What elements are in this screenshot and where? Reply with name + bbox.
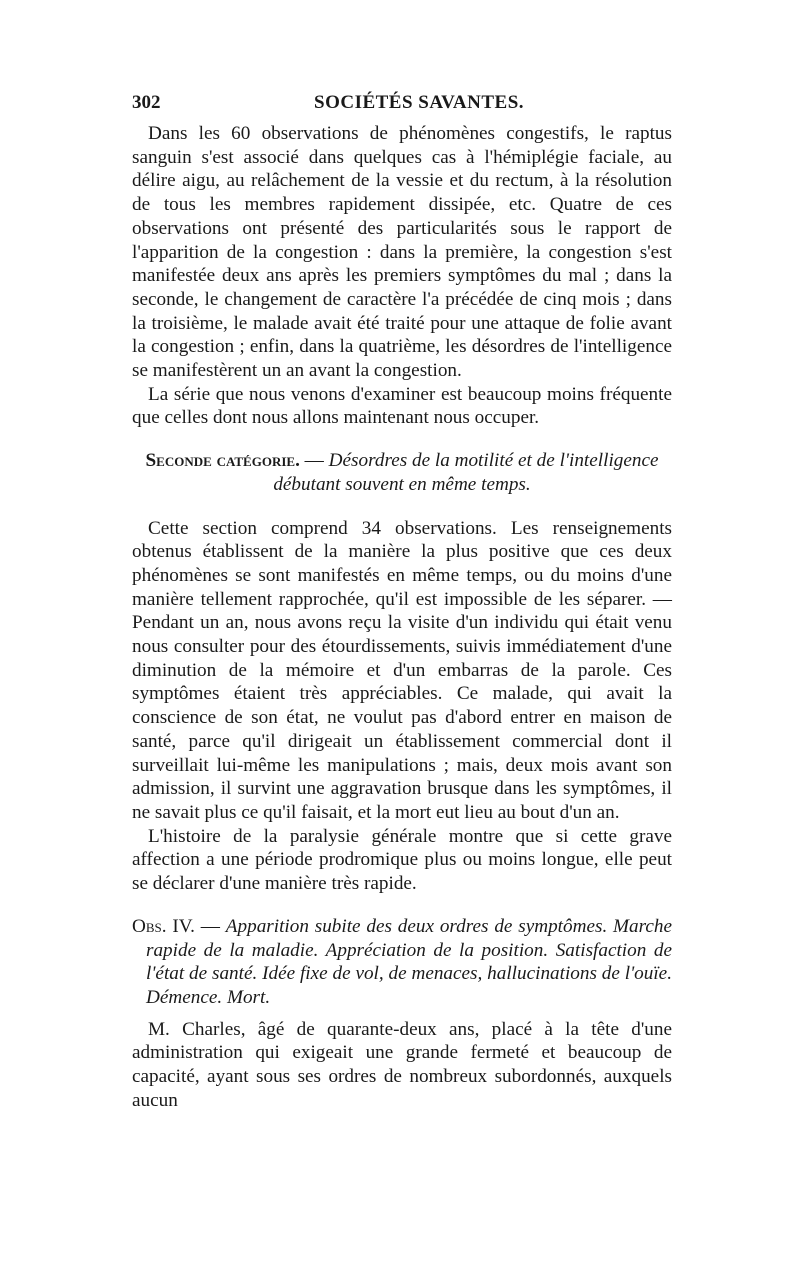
running-title: SOCIÉTÉS SAVANTES.	[314, 92, 525, 113]
page-header	[132, 92, 672, 122]
observation-dash: —	[194, 915, 226, 937]
paragraph-paralysis-history: L'histoire de la paralysie générale montre que si cette grave affection a une période prodromique plus ou moins longue, elle peut se déclarer d'une manière très rapide.	[132, 825, 672, 895]
page-number: 302	[132, 92, 161, 113]
section-heading	[132, 449, 672, 496]
section-dash: —	[299, 450, 329, 472]
paragraph-series-frequency: La série que nous venons d'examiner est beaucoup moins fréquente que celles dont nous allons maintenant nous occuper.	[132, 383, 672, 429]
document-page	[132, 92, 672, 1112]
paragraph-congestive-observations: Dans les 60 observations de phénomènes congestifs, le raptus sanguin s'est associé dans quelques cas à l'hémiplégie faciale, au délire aigu, au relâchement de la vessie et du rectum, à la résolution de tous les membres rapidement dissipée, etc. Quatre de ces observations ont présenté des particularités sous le rapport de l'apparition de la congestion : dans la première, la congestion s'est manifestée deux ans après les premiers symptômes du mal ; dans la seconde, le changement de caractère l'a précédée de cinq mois ; dans la troisième, le malade avait été traité pour une attaque de folie avant la congestion ; enfin, dans la quatrième, les désordres de l'intelligence se manifestèrent un an avant la congestion.	[132, 123, 672, 382]
observation-label: Obs. IV.	[132, 915, 195, 937]
section-title: Désordres de la motilité et de l'intelligence débutant souvent en même temps.	[273, 450, 659, 495]
paragraph-section-description: Cette section comprend 34 observations. Les renseignements obtenus établissent de la manière la plus positive que ces deux phénomènes se sont manifestés en même temps, ou du moins d'une manière tellement rapprochée, qu'il est impossible de les séparer. — Pendant un an, nous avons reçu la visite d'un individu qui était venu nous consulter pour des étourdissements, suivis immédiatement d'une diminution de la mémoire et d'un embarras de la parole. Ces symptômes étaient très appréciables. Ce malade, qui avait la conscience de son état, ne voulut pas d'abord entrer en maison de santé, parce qu'il dirigeait un établissement commercial dont il surveillait lui-même les manipulations ; mais, deux mois avant son admission, il survint une aggravation brusque dans les symptômes, il ne savait plus ce qu'il faisait, et la mort eut lieu au bout d'un an.	[132, 517, 672, 823]
section-label: Seconde catégorie.	[145, 450, 300, 472]
observation-heading	[132, 915, 672, 1010]
paragraph-case-description: M. Charles, âgé de quarante-deux ans, placé à la tête d'une administration qui exigeait une grande fermeté et beaucoup de capacité, ayant sous ses ordres de nombreux subordonnés, auxquels aucun	[132, 1018, 672, 1111]
observation-title: Apparition subite des deux ordres de symptômes. Marche rapide de la maladie. Appréciation de la position. Satisfaction de l'état de santé. Idée fixe de vol, de menaces, hallucinations de l'ouïe. Démence. Mort.	[146, 915, 673, 1008]
